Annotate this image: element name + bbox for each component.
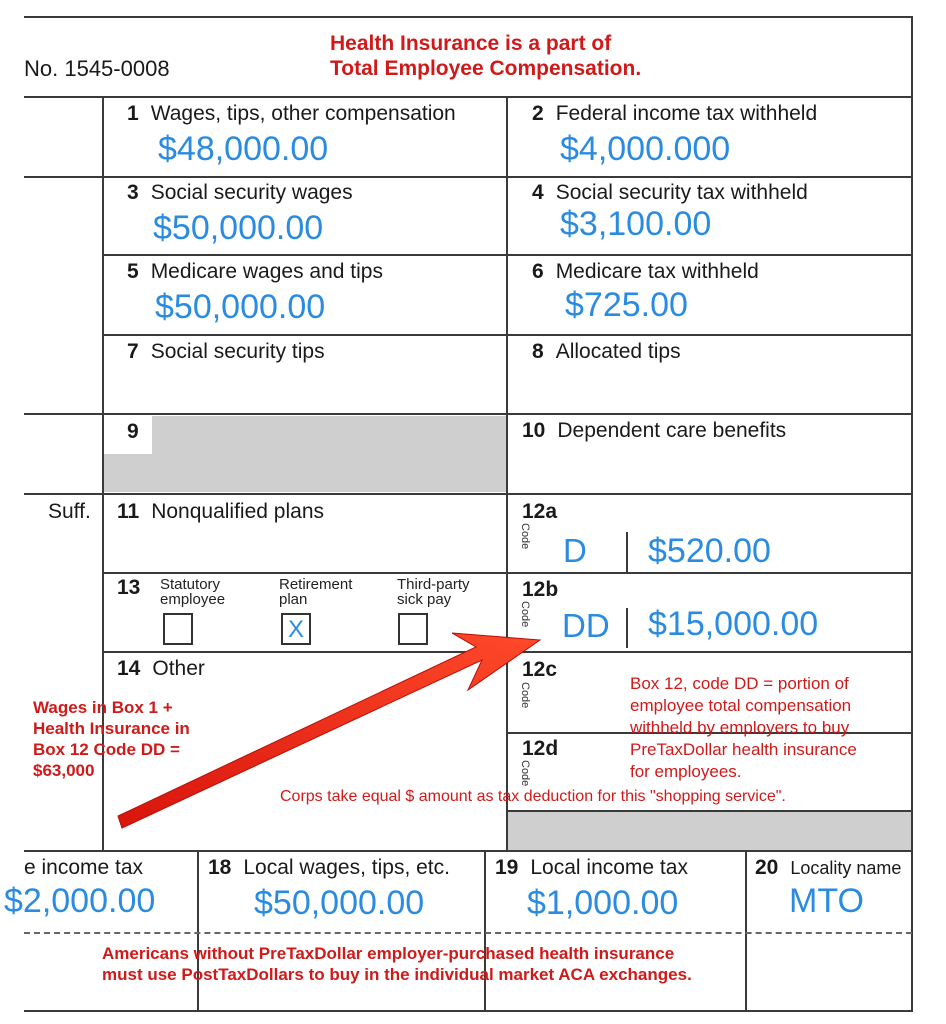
box-12d-label: 12d xyxy=(522,737,559,760)
box-12b-amount: $15,000.00 xyxy=(648,605,819,643)
box-18-value: $50,000.00 xyxy=(254,884,425,922)
box-20-value: MTO xyxy=(789,882,864,920)
box-4-label: 4 Social security tax withheld xyxy=(532,181,808,204)
box-11-label: 11 Nonqualified plans xyxy=(117,500,324,523)
box-13-label: 13 xyxy=(117,576,141,599)
box-1-label: 1 Wages, tips, other compensation xyxy=(127,102,456,125)
box-2-label: 2 Federal income tax withheld xyxy=(532,102,818,125)
box-12c-code-caption: Code xyxy=(519,682,531,709)
box-17-value: $2,000.00 xyxy=(4,882,156,920)
box-12a-amount: $520.00 xyxy=(648,532,771,570)
bottom-annotation-line2: must use PostTaxDollars to buy in the individual market ACA exchanges. xyxy=(102,965,692,984)
box-3-value: $50,000.00 xyxy=(153,209,324,247)
box-17-label: e income tax xyxy=(24,856,144,879)
box-5-value: $50,000.00 xyxy=(155,288,326,326)
omb-number: No. 1545-0008 xyxy=(24,56,170,81)
box-6-label: 6 Medicare tax withheld xyxy=(532,260,759,283)
box-6-value: $725.00 xyxy=(565,286,688,324)
box-12a-code: D xyxy=(563,532,587,569)
box-14-label: 14 Other xyxy=(117,657,205,680)
suff-label: Suff. xyxy=(48,500,91,523)
corps-annotation: Corps take equal $ amount as tax deduction for this "shopping service". xyxy=(280,788,786,805)
header-note-line2: Total Employee Compensation. xyxy=(330,57,642,80)
statutory-employee-caption: Statutory employee xyxy=(160,576,226,608)
box-2-value: $4,000.000 xyxy=(560,130,731,168)
third-party-sick-pay-caption: Third-party sick pay xyxy=(397,576,470,608)
retirement-plan-caption: Retirement plan xyxy=(279,576,353,608)
box-12a-code-caption: Code xyxy=(519,523,531,550)
box-12b-code-caption: Code xyxy=(519,601,531,628)
box-12a-label: 12a xyxy=(522,500,558,523)
header-note-line1: Health Insurance is a part of xyxy=(330,32,612,55)
box-12b-label: 12b xyxy=(522,578,559,601)
box-19-value: $1,000.00 xyxy=(527,884,679,922)
right-annotation: Box 12, code DD = portion of employee total compensation withheld by employers to buy PreTaxDollar health insurance for employees. xyxy=(630,674,857,781)
box-12d-code-caption: Code xyxy=(519,760,531,787)
retirement-plan-checkbox[interactable]: X xyxy=(281,613,311,645)
box-18-label: 18 Local wages, tips, etc. xyxy=(208,856,450,879)
left-annotation: Wages in Box 1 + Health Insurance in Box 12 Code DD = $63,000 xyxy=(33,698,190,780)
box-12b-code: DD xyxy=(562,607,610,644)
box-1-value: $48,000.00 xyxy=(158,130,329,168)
box-3-label: 3 Social security wages xyxy=(127,181,353,204)
box-9-label: 9 xyxy=(127,420,139,443)
box-5-label: 5 Medicare wages and tips xyxy=(127,260,383,283)
box-20-label: 20 Locality name xyxy=(755,856,902,879)
bottom-annotation-line1: Americans without PreTaxDollar employer-purchased health insurance xyxy=(102,944,675,963)
box-8-label: 8 Allocated tips xyxy=(532,340,681,363)
box-12c-label: 12c xyxy=(522,658,558,681)
box-19-label: 19 Local income tax xyxy=(495,856,688,879)
box-10-label: 10 Dependent care benefits xyxy=(522,419,787,442)
box-4-value: $3,100.00 xyxy=(560,205,712,243)
box-7-label: 7 Social security tips xyxy=(127,340,325,363)
